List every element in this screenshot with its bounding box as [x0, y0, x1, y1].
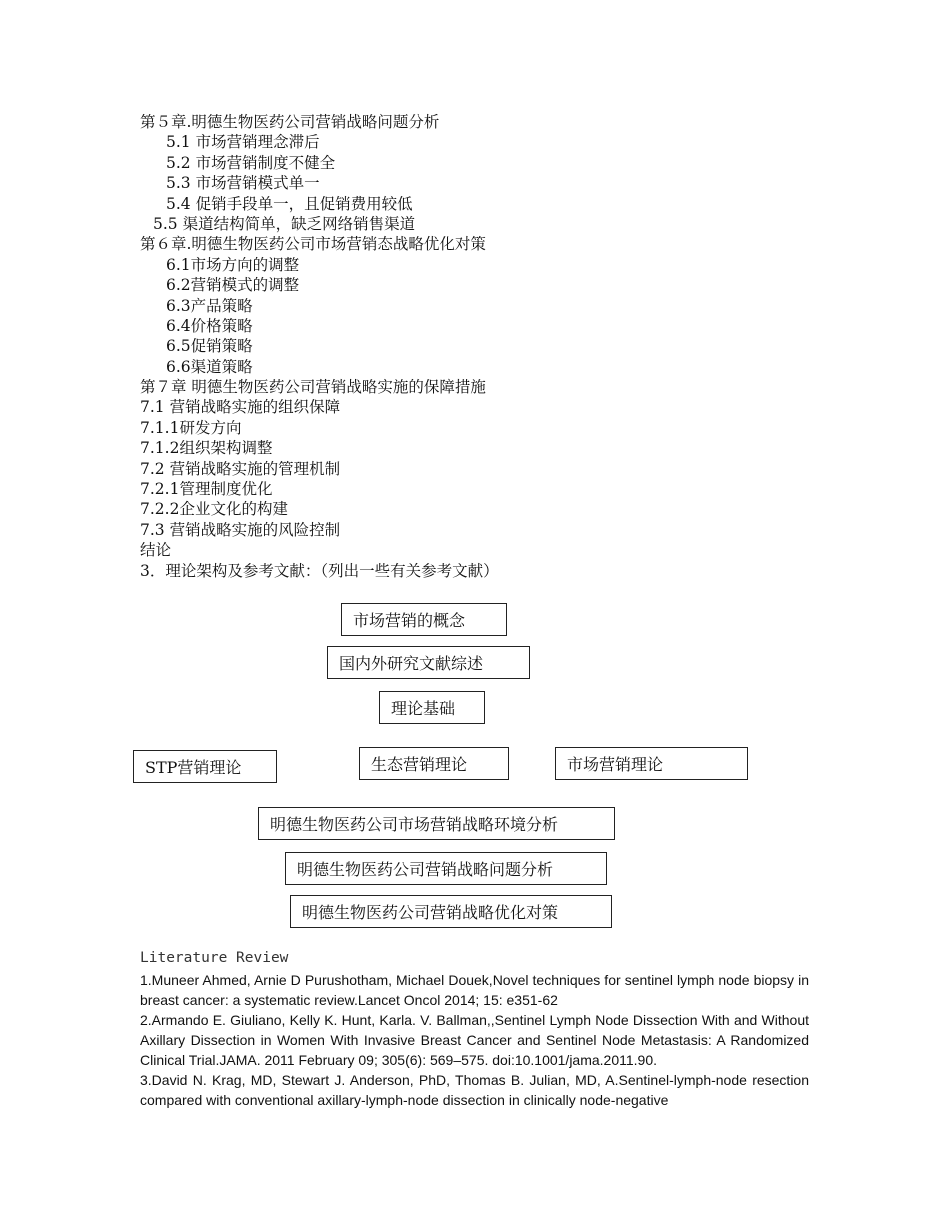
box-theory-basis: 理论基础 [379, 691, 485, 724]
box-optimization: 明德生物医药公司营销战略优化对策 [290, 895, 612, 928]
toc-line: 第７章 明德生物医药公司营销战略实施的保障措施 [140, 378, 486, 397]
toc-line: 7.1.2组织架构调整 [140, 439, 273, 458]
toc-line: 5.1 市场营销理念滞后 [166, 133, 320, 152]
toc-line: 5.2 市场营销制度不健全 [166, 153, 336, 172]
toc-line: 6.2营销模式的调整 [166, 276, 300, 295]
toc-line: 7.1 营销战略实施的组织保障 [140, 398, 341, 417]
box-eco-marketing-theory: 生态营销理论 [359, 747, 509, 780]
box-stp-theory: STP营销理论 [133, 750, 277, 783]
table-of-contents [140, 112, 840, 581]
toc-line: 第５章.明德生物医药公司营销战略问题分析 [140, 113, 440, 131]
toc-line: 5.5 渠道结构简单，缺乏网络销售渠道 [153, 214, 416, 233]
toc-line: 第６章.明德生物医药公司市场营销态战略优化对策 [140, 235, 486, 254]
toc-line: 6.1市场方向的调整 [166, 255, 300, 274]
toc-line: 结论 [140, 541, 172, 560]
toc-line: 6.4价格策略 [166, 316, 253, 335]
toc-line: 5.4 促销手段单一，且促销费用较低 [166, 194, 413, 213]
box-env-analysis: 明德生物医药公司市场营销战略环境分析 [258, 807, 615, 840]
toc-line: 6.3产品策略 [166, 296, 253, 315]
toc-line: 7.1.1研发方向 [140, 418, 242, 437]
toc-line: 6.5促销策略 [166, 337, 253, 356]
reference-item: 3.David N. Krag, MD, Stewart J. Anderson, PhD, Thomas B. Julian, MD, A.Sentinel-lymph-node resection compared with conventional axillary-lymph-node dissection in clinically node-negative [140, 1072, 809, 1108]
reference-item: 1.Muneer Ahmed, Arnie D Purushotham, Michael Douek,Novel techniques for sentinel lymph node biopsy in breast cancer: a systematic review.Lancet Oncol 2014; 15: e351-62 [140, 972, 809, 1008]
toc-line: 5.3 市场营销模式单一 [166, 174, 320, 193]
toc-line: 7.2 营销战略实施的管理机制 [140, 459, 341, 478]
literature-review-heading: Literature Review [140, 950, 289, 966]
box-marketing-concept: 市场营销的概念 [341, 603, 507, 636]
toc-line: 7.2.1管理制度优化 [140, 480, 273, 499]
box-literature-review-cn: 国内外研究文献综述 [327, 646, 530, 679]
box-problem-analysis: 明德生物医药公司营销战略问题分析 [285, 852, 607, 885]
reference-item: 2.Armando E. Giuliano, Kelly K. Hunt, Karla. V. Ballman,,Sentinel Lymph Node Dissection With and Without Axillary Dissection in Women With Invasive Breast Cancer and Sentinel Node Metastasis: A Randomized Clinical Trial.JAMA. 2011 February 09; 305(6): 569–575. doi:10.1001/jama.2011.90. [140, 1012, 809, 1068]
toc-line: 3．理论架构及参考文献：（列出一些有关参考文献） [140, 561, 499, 580]
toc-line: 6.6渠道策略 [166, 357, 253, 376]
toc-line: 7.2.2企业文化的构建 [140, 500, 288, 519]
reference-list [140, 970, 809, 1110]
toc-line: 7.3 营销战略实施的风险控制 [140, 520, 341, 539]
box-market-marketing-theory: 市场营销理论 [555, 747, 748, 780]
